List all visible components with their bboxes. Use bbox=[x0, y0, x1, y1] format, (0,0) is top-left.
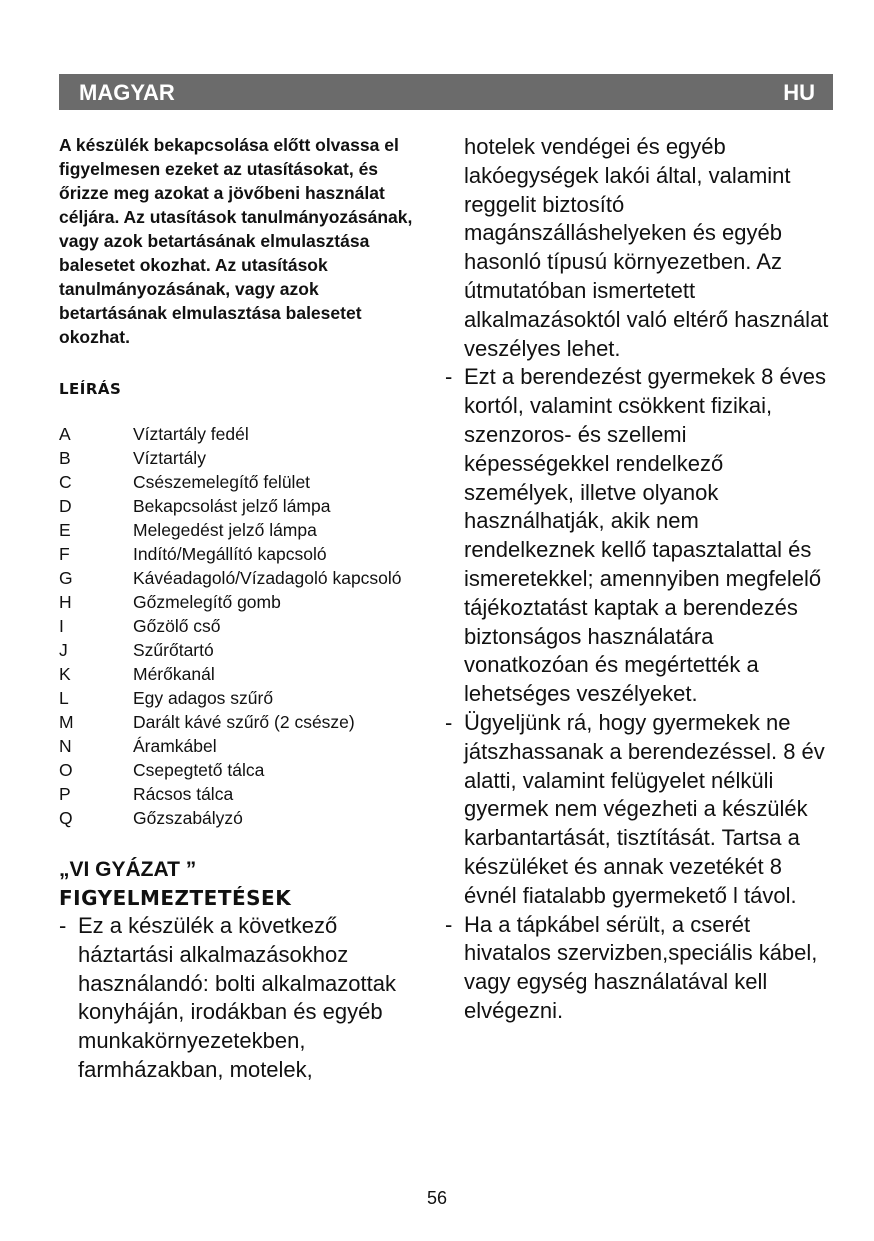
warning-item-3-text: Ügyeljünk rá, hogy gyermekek ne játszhassanak a berendezéssel. 8 év alatti, valamint felügyelet nélküli gyermek nem végezheti a készülék karbantartását, tisztítását. Tartsa a készüléket és annak vezetékét 8 évnél fiatalabb gyermekető l távol. bbox=[464, 709, 825, 908]
language-label: MAGYAR bbox=[79, 80, 175, 105]
part-letter: J bbox=[59, 640, 68, 660]
part-letter: D bbox=[59, 496, 72, 516]
part-name: Áramkábel bbox=[133, 736, 217, 756]
page-number: 56 bbox=[426, 1188, 448, 1208]
language-code: HU bbox=[783, 80, 815, 105]
part-row bbox=[59, 518, 431, 542]
part-name: Csepegtető tálca bbox=[133, 760, 265, 780]
part-letter: P bbox=[59, 784, 71, 804]
part-name: Gőzmelegítő gomb bbox=[133, 592, 281, 612]
part-row bbox=[59, 494, 431, 518]
part-name: Kávéadagoló/Vízadagoló kapcsoló bbox=[133, 568, 402, 588]
part-letter: F bbox=[59, 544, 70, 564]
part-name: Rácsos tálca bbox=[133, 784, 234, 804]
warning-item-1-continued: hotelek vendégei és egyéb lakóegységek lakói által, valamint reggelit biztosító magánszálláshelyeken és egyéb hasonló típusú környezetben. Az útmutatóban ismertetett alkalmazásoktól való eltérő használat veszélyes lehet. bbox=[464, 134, 829, 361]
warning-item-4 bbox=[445, 911, 835, 1026]
dash-marker: - bbox=[59, 913, 67, 938]
dash-marker: - bbox=[445, 709, 453, 735]
part-letter: N bbox=[59, 736, 72, 756]
part-name: Mérőkanál bbox=[133, 664, 215, 684]
part-name: Egy adagos szűrő bbox=[133, 688, 274, 708]
part-letter: B bbox=[59, 448, 71, 468]
part-name: Csészemelegítő felület bbox=[133, 472, 311, 492]
left-column bbox=[59, 133, 431, 1085]
part-letter: O bbox=[59, 760, 73, 780]
part-name: Bekapcsolást jelző lámpa bbox=[133, 496, 331, 516]
part-name: Melegedést jelző lámpa bbox=[133, 520, 317, 540]
warning-item-4-text: Ha a tápkábel sérült, a cserét hivatalos szervizben,speciális kábel, vagy egység használatával kell elvégezni. bbox=[464, 911, 818, 1023]
warnings-list-left bbox=[59, 912, 431, 1085]
part-letter: K bbox=[59, 664, 71, 684]
part-name: Gőzölő cső bbox=[133, 616, 221, 636]
part-row bbox=[59, 806, 431, 830]
part-row bbox=[59, 662, 431, 686]
part-letter: L bbox=[59, 688, 69, 708]
warnings-title-line2: FIGYELMEZTETÉSEK bbox=[59, 886, 292, 910]
part-row bbox=[59, 422, 431, 446]
part-row bbox=[59, 758, 431, 782]
part-name: Indító/Megállító kapcsoló bbox=[133, 544, 327, 564]
warning-item-2 bbox=[445, 363, 835, 709]
part-letter: Q bbox=[59, 808, 73, 828]
part-name: Darált kávé szűrő (2 csésze) bbox=[133, 712, 355, 732]
part-name: Víztartály fedél bbox=[133, 424, 249, 444]
warnings-list-right bbox=[445, 363, 835, 1025]
part-letter: M bbox=[59, 712, 74, 732]
part-row bbox=[59, 446, 431, 470]
part-letter: G bbox=[59, 568, 73, 588]
right-column bbox=[445, 133, 835, 1026]
part-name: Szűrőtartó bbox=[133, 640, 214, 660]
part-row bbox=[59, 686, 431, 710]
part-row bbox=[59, 614, 431, 638]
dash-marker: - bbox=[445, 911, 453, 937]
warnings-title bbox=[59, 856, 431, 912]
warnings-title-line1: „VI GYÁZAT ” bbox=[59, 858, 197, 881]
part-letter: H bbox=[59, 592, 72, 612]
warning-item-1-text: Ez a készülék a következő háztartási alkalmazásokhoz használandó: bolti alkalmazottak konyháján, irodákban és egyéb munkakörnyezetekben, farmházakban, motelek, bbox=[78, 913, 396, 1082]
warning-item-2-text: Ezt a berendezést gyermekek 8 éves kortól, valamint csökkent fizikai, szenzoros- és szellemi képességekkel rendelkező személyek, illetve olyanok használhatják, akik nem rendelkeznek kellő tapasztalattal és ismeretekkel; amennyiben megfelelő tájékoztatást kaptak a berendezés biztonságos használatára vonatkozóan és megértették a lehetséges veszélyeket. bbox=[464, 364, 826, 707]
part-letter: A bbox=[59, 424, 71, 444]
description-title: LEÍRÁS bbox=[59, 380, 122, 398]
warning-item-1 bbox=[59, 912, 431, 1085]
part-name: Víztartály bbox=[133, 448, 206, 468]
part-letter: I bbox=[59, 616, 64, 636]
part-row bbox=[59, 590, 431, 614]
part-letter: C bbox=[59, 472, 72, 492]
intro-paragraph: A készülék bekapcsolása előtt olvassa el figyelmesen ezeket az utasításokat, és őrizze meg azokat a jövőbeni használat céljára. Az utasítások tanulmányozásának, vagy azok betartásának elmulasztása balesetet okozhat. Az utasítások tanulmányozásának, vagy azok betartásának elmulasztása balesetet okozhat. bbox=[59, 135, 413, 347]
warning-item-3 bbox=[445, 709, 835, 911]
part-letter: E bbox=[59, 520, 71, 540]
part-row bbox=[59, 638, 431, 662]
part-name: Gőzszabályzó bbox=[133, 808, 243, 828]
part-row bbox=[59, 710, 431, 734]
dash-marker: - bbox=[445, 364, 453, 390]
part-row bbox=[59, 782, 431, 806]
part-row bbox=[59, 542, 431, 566]
part-row bbox=[59, 734, 431, 758]
part-row bbox=[59, 470, 431, 494]
part-row bbox=[59, 566, 431, 590]
parts-list bbox=[59, 422, 431, 830]
section-header-bar bbox=[59, 74, 833, 110]
